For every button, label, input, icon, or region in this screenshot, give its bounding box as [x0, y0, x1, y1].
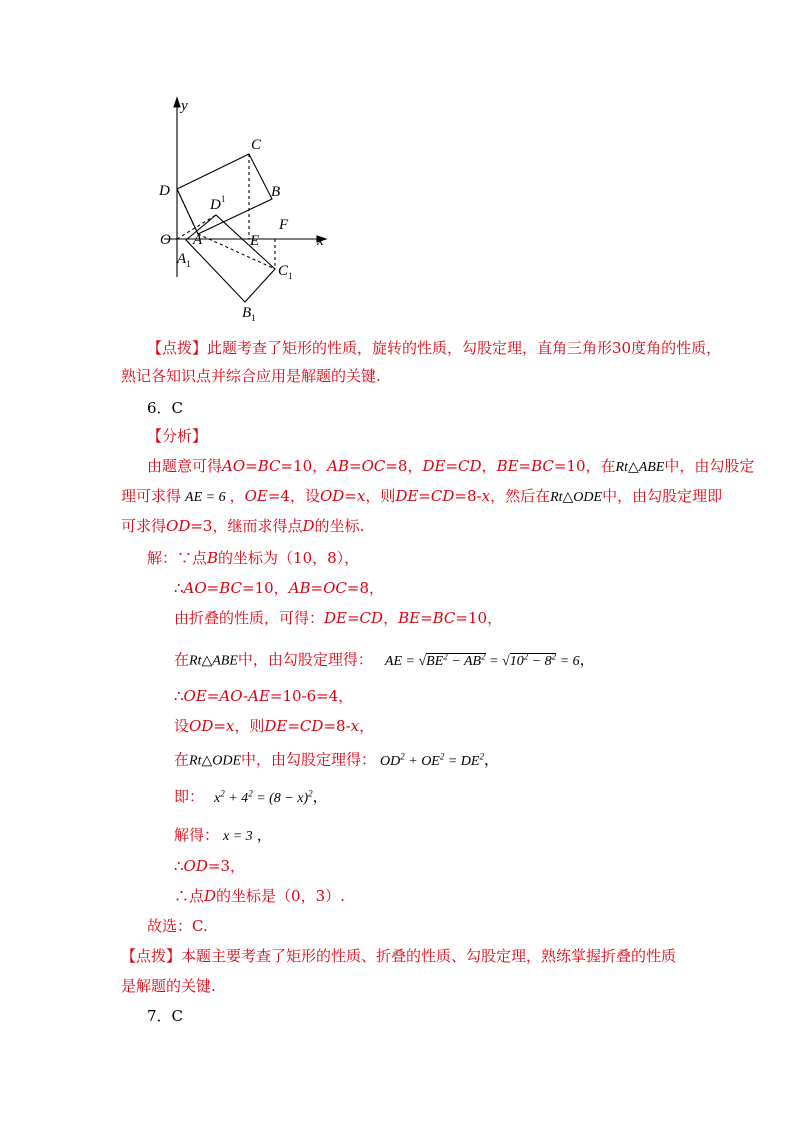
label-F: F [279, 217, 289, 233]
equation-ode: $OD^2 + OE^2 = DE^2$ [380, 751, 484, 769]
q6-number: 6．C [147, 399, 184, 417]
solution-line7: 在Rt△ODE中，由勾股定理得： $OD^2 + OE^2 = DE^2$， [174, 750, 499, 769]
geometry-figure [150, 92, 350, 332]
label-C: C [251, 137, 262, 153]
solution-line8: 即： $x^2 + 4^2 = (8 - x)^2$， [174, 787, 328, 806]
solution-line6: 设OD=x，则DE=CD=8-x， [174, 717, 375, 735]
analysis-line3: 可求得OD=3，继而求得点D的坐标. [121, 517, 365, 535]
tip2-tag: 【点拨】 [121, 947, 182, 965]
tip1-line1: 【点拨】此题考查了矩形的性质，旋转的性质，勾股定理，直角三角形30度角的性质， [147, 339, 722, 357]
label-C1: $C_1$ [278, 263, 293, 281]
solution-line5: ∴OE=AO-AE=10-6=4， [174, 687, 354, 705]
label-x: x [317, 233, 324, 249]
solution-line11: ∴点D的坐标是（0，3）. [174, 887, 345, 905]
tip1-tag: 【点拨】 [147, 339, 208, 357]
label-y: y [181, 98, 188, 114]
tip2-line2: 是解题的关键. [121, 977, 216, 995]
equation-x: $x^2 + 4^2 = (8 - x)^2$ [214, 788, 313, 806]
rectangle-A1B1C1D1 [186, 215, 275, 302]
solution-line1: 解：∵点B的坐标为（10，8）， [147, 549, 360, 567]
tip2-line1: 【点拨】本题主要考查了矩形的性质、折叠的性质、勾股定理，熟练掌握折叠的性质 [121, 947, 677, 965]
q7-number: 7．C [147, 1007, 184, 1025]
solution-line9: 解得： x = 3 ， [174, 826, 272, 844]
tip1-line2: 熟记各知识点并综合应用是解题的关键. [121, 367, 381, 385]
label-A: A [193, 232, 203, 248]
label-A1: $A_1$ [177, 251, 191, 269]
analysis-line2: 理可求得 AE = 6 ，OE=4，设OD=x，则DE=CD=8-x，然后在Rt△ODE中，由勾股定理即 [121, 487, 723, 505]
dashed-DA [177, 189, 198, 234]
equation-ae: AE = $√BE^2 - AB^2 = √10^2 - 8^2 = 6$ [384, 651, 580, 669]
solution-line3: 由折叠的性质，可得：DE=CD，BE=BC=10， [174, 609, 503, 627]
label-D: D [159, 183, 170, 199]
label-D1: $D^1$ [210, 194, 226, 213]
analysis-line1: 由题意可得AO=BC=10，AB=OC=8，DE=CD，BE=BC=10，在Rt△ABE中，由勾股定 [147, 457, 755, 475]
solution-line4: 在Rt△ABE中，由勾股定理得： AE = $√BE^2 - AB^2 = √10^2 - 8^2 = 6$， [174, 650, 595, 669]
label-E: E [250, 233, 260, 249]
q6-analysis-tag: 【分析】 [147, 427, 208, 445]
label-B: B [271, 184, 281, 200]
y-axis-arrow [174, 98, 180, 107]
solution-answer: 故选：C. [147, 917, 208, 935]
solution-line10: ∴OD=3， [174, 857, 245, 875]
label-B1: $B_1$ [242, 305, 256, 323]
label-O: O [160, 232, 171, 248]
solution-line2: ∴AO=BC=10，AB=OC=8， [174, 579, 385, 597]
